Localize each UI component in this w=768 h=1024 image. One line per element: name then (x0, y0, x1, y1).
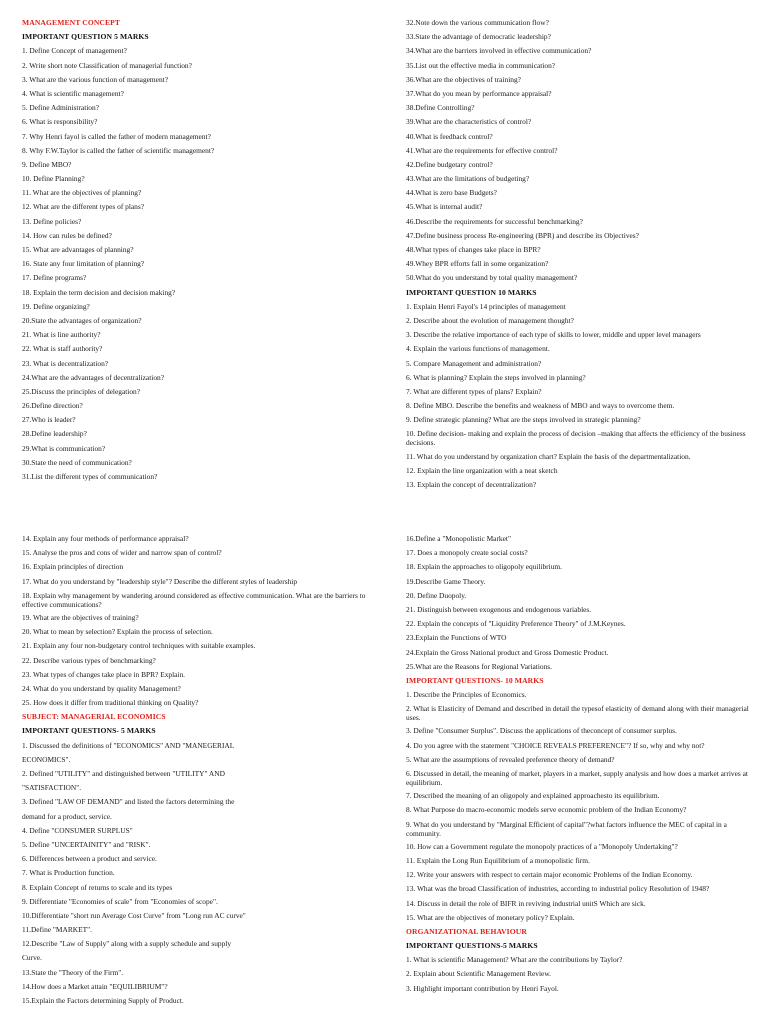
question-item: 15. What are advantages of planning? (22, 245, 134, 254)
question-item: 19.Describe Game Theory. (406, 576, 486, 586)
question-item: 11. What do you understand by organization chart? Explain the basis of the departmentalization. (406, 451, 691, 461)
question-item: demand for a product, service. (22, 811, 112, 821)
question-item: 10. Define decision- making and explain the process of decision –making that affects the efficiency of the business decisions. (406, 429, 746, 448)
question-item: 18. Explain the approaches to oligopoly equilibrium. (406, 562, 562, 572)
question-item: 28.Define leadership? (22, 429, 87, 439)
question-item: 10. Define Planning? (22, 174, 85, 184)
question-item: 7. Why Henri fayol is called the father of modern management? (22, 131, 211, 141)
question-item: 31.List the different types of communication? (22, 472, 158, 481)
section-heading: SUBJECT: MANAGERIAL ECONOMICS (22, 712, 166, 722)
question-item: 21. What is line authority? (22, 330, 101, 340)
question-item: 13. What was the broad Classification of industries, according to industrial policy Resolution of 1948? (406, 884, 710, 894)
question-item: 45.What is internal audit? (406, 202, 483, 212)
question-item: 3. Describe the relative importance of each type of skills to lower, middle and upper level managers (406, 330, 701, 340)
question-item: 25.What are the Reasons for Regional Variations. (406, 661, 552, 671)
question-item: 11.Define "MARKET". (22, 925, 93, 935)
question-item: 33.State the advantage of democratic leadership? (406, 32, 551, 42)
question-item: 20.State the advantages of organization? (22, 315, 142, 325)
question-item: 39.What are the characteristics of control? (406, 117, 532, 127)
question-item: 37.What do you mean by performance appraisal? (406, 88, 552, 98)
question-item: 47.Define business process Re-engineering (BPR) and describe its Objectives? (406, 230, 639, 240)
question-item: 2. Explain about Scientific Management Review. (406, 969, 552, 979)
question-item: 3. What are the various function of management? (22, 74, 168, 84)
question-item: 38.Define Controlling? (406, 103, 475, 113)
question-item: 2. Defined "UTILITY" and distinguished between "UTILITY" AND (22, 769, 225, 778)
question-item: 4. What is scientific management? (22, 88, 124, 98)
question-item: ECONOMICS". (22, 754, 71, 764)
question-item: 11. What are the objectives of planning? (22, 188, 142, 198)
question-item: 1. Describe the Principles of Economics. (406, 690, 527, 700)
question-item: 25.Discuss the principles of delegation? (22, 386, 141, 396)
question-item: 7. What are different types of plans? Explain? (406, 386, 542, 396)
question-item: 4. Explain the various functions of management. (406, 344, 550, 354)
question-item: 5. Define "UNCERTAINITY" and "RISK". (22, 839, 151, 849)
question-item: 17. Does a monopoly create social costs? (406, 548, 528, 558)
question-item: 23. What types of changes take place in BPR? Explain. (22, 669, 186, 679)
question-item: 29.What is communication? (22, 443, 106, 453)
question-item: 18. Explain the term decision and decision making? (22, 287, 176, 297)
question-item: 24.What are the advantages of decentralization? (22, 372, 164, 382)
question-item: 16.Define a "Monopolistic Market" (406, 534, 511, 543)
question-item: 9. Differentiate "Economies of scale" from "Economies of scope". (22, 896, 218, 906)
question-item: 12. What are the different types of plans? (22, 202, 145, 212)
question-item: 5. Define Administration? (22, 103, 99, 113)
question-item: 14.How does a Market attain "EQUILIBRIUM"? (22, 981, 168, 991)
subsection-heading: IMPORTANT QUESTIONS- 5 MARKS (22, 726, 156, 736)
question-item: 46.Describe the requirements for successful benchmarking? (406, 216, 583, 226)
question-item: Curve. (22, 953, 42, 963)
question-item: 2. What is Elasticity of Demand and described in detail the typesof elasticity of demand along with their managerial uses. (406, 704, 749, 723)
question-item: 3. Highlight important contribution by Henri Fayol. (406, 983, 559, 993)
question-item: 34.What are the barriers involved in effective communication? (406, 46, 592, 56)
question-item: 22. Explain the concepts of "Liquidity Preference Theory" of J.M.Keynes. (406, 619, 626, 629)
question-item: 48.What types of changes take place in BPR? (406, 245, 541, 254)
question-item: 16. State any four limitation of planning? (22, 259, 145, 269)
question-item: 3. Defined "LAW OF DEMAND" and listed the factors determining the (22, 797, 235, 807)
question-item: 15. Analyse the pros and cons of wider and narrow span of control? (22, 548, 222, 558)
question-item: 10. How can a Government regulate the monopoly practices of a "Monopoly Undertaking"? (406, 841, 678, 851)
question-item: 20. Define Duopoly. (406, 590, 467, 600)
question-item: 26.Define direction? (22, 401, 83, 411)
question-item: 3. Define "Consumer Surplus". Discuss the applications of theconcept of consumer surplus. (406, 726, 677, 736)
section-heading: ORGANIZATIONAL BEHAVIOUR (406, 926, 527, 936)
question-item: 8. What Purpose do macro-economic models serve economic problem of the Indian Economy? (406, 805, 687, 815)
question-item: 8. Define MBO. Describe the benefits and weakness of MBO and ways to overcome them. (406, 401, 675, 411)
document-page-1 (0, 0, 768, 500)
question-item: 49.Whey BPR efforts fall in some organization? (406, 259, 549, 269)
question-item: 17. What do you understand by "leadership style"? Describe the different styles of leadership (22, 576, 298, 586)
question-item: 7. What is Production function. (22, 868, 115, 878)
question-item: 14. Explain any four methods of performance appraisal? (22, 534, 189, 543)
question-item: 20. What to mean by selection? Explain the process of selection. (22, 627, 213, 637)
question-item: 19. What are the objectives of training? (22, 612, 139, 622)
question-item: 12. Explain the line organization with a neat sketch (406, 465, 558, 475)
question-item: 11. Explain the Long Run Equilibrium of a monopolistic firm. (406, 855, 590, 865)
question-item: 6. Differences between a product and service. (22, 854, 157, 864)
question-item: 13.State the "Theory of the Firm". (22, 967, 124, 977)
question-item: 19. Define organizing? (22, 301, 90, 311)
page-gap (0, 500, 768, 528)
question-item: 23. What is decentralization? (22, 358, 109, 368)
question-item: 36.What are the objectives of training? (406, 74, 521, 84)
question-item: 9. Define MBO? (22, 159, 72, 169)
question-item: 2. Write short note Classification of managerial function? (22, 60, 192, 70)
question-item: 9. What do you understand by "Marginal Efficient of capital"?what factors influence the MEC of capital in a community. (406, 819, 727, 838)
question-item: 8. Explain Concept of returns to scale and its types (22, 882, 173, 892)
question-item: 7. Described the meaning of an oligopoly and explained approachesto its equilibrium. (406, 791, 660, 801)
subsection-heading: IMPORTANT QUESTIONS-5 MARKS (406, 941, 538, 951)
question-item: 40.What is feedback control? (406, 131, 493, 141)
question-item: 44.What is zero base Budgets? (406, 188, 497, 198)
question-item: 2. Describe about the evolution of management thought? (406, 315, 574, 325)
question-item: 1. Define Concept of management? (22, 46, 127, 56)
page-1-left-column (22, 18, 377, 486)
section-heading: MANAGEMENT CONCEPT (22, 18, 121, 27)
question-item: 35.List out the effective media in communication? (406, 60, 556, 70)
question-item: 24.Explain the Gross National product and Gross Domestic Product. (406, 647, 609, 657)
question-item: 14. Discuss in detail the role of BIFR in reviving industrial unitS Which are sick. (406, 898, 646, 908)
question-item: 41.What are the requirements for effective control? (406, 145, 558, 155)
subsection-heading: IMPORTANT QUESTION 5 MARKS (22, 32, 149, 42)
question-item: 4. Do you agree with the statement "CHOICE REVEALS PREFERENCE"? If so, why and why not? (406, 740, 705, 750)
question-item: 21. Distinguish between exogenous and endogenous variables. (406, 604, 592, 614)
question-item: 13. Define policies? (22, 216, 82, 226)
question-item: 6. What is responsibility? (22, 117, 98, 127)
question-item: 1. Explain Henri Fayol's 14 principles of management (406, 301, 566, 311)
question-item: 42.Define budgetary control? (406, 159, 493, 169)
question-item: 1. Discussed the definitions of "ECONOMICS" AND "MANEGERIAL (22, 740, 235, 750)
question-item: 30.State the need of communication? (22, 457, 132, 467)
question-item: 22. What is staff authority? (22, 344, 103, 354)
question-item: 6. What is planning? Explain the steps involved in planning? (406, 372, 586, 382)
question-item: 12. Write your answers with respect to certain major economic Problems of the Indian Economy. (406, 870, 693, 880)
question-item: 50.What do you understand by total quality management? (406, 273, 578, 283)
question-item: 13. Explain the concept of decentralization? (406, 480, 537, 489)
question-item: 22. Describe various types of benchmarking? (22, 655, 156, 665)
question-item: 8. Why F.W.Taylor is called the father of scientific management? (22, 145, 215, 155)
question-item: "SATISFACTION". (22, 783, 82, 793)
question-item: 17. Define programs? (22, 273, 87, 283)
question-item: 18. Explain why management by wandering around considered as effective communication. What are the barriers to effective communications? (22, 590, 366, 609)
question-item: 4. Define "CONSUMER SURPLUS" (22, 825, 133, 835)
question-item: 25. How does it differ from traditional thinking on Quality? (22, 698, 199, 708)
section-heading: IMPORTANT QUESTIONS- 10 MARKS (406, 675, 544, 685)
question-item: 27.Who is leader? (22, 415, 76, 425)
page-2-left-column (22, 534, 377, 1010)
question-item: 24. What do you understand by quality Management? (22, 683, 181, 693)
question-item: 12.Describe "Law of Supply" along with a supply schedule and supply (22, 939, 232, 949)
question-item: 5. Compare Management and administration? (406, 358, 542, 368)
question-item: 10.Differentiate "short run Average Cost Curve" from "Long run AC curve" (22, 910, 246, 920)
question-item: 43.What are the limitations of budgeting? (406, 174, 530, 184)
subsection-heading: IMPORTANT QUESTION 10 MARKS (406, 287, 537, 297)
question-item: 21. Explain any four non-budgetary control techniques with suitable examples. (22, 641, 256, 651)
question-item: 15.Explain the Factors determining Supply of Product. (22, 996, 184, 1005)
question-item: 5. What are the assumptions of revealed preference theory of demand? (406, 754, 615, 764)
question-item: 15. What are the objectives of monetary policy? Explain. (406, 912, 575, 922)
document-page-2 (0, 528, 768, 1024)
question-item: 14. How can rules be defined? (22, 230, 112, 240)
question-item: 16. Explain principles of direction (22, 562, 124, 572)
question-item: 6. Discussed in detail, the meaning of market, players in a market, supply analysis and how does a market arrives at equilibrium. (406, 769, 748, 787)
question-item: 1. What is scientific Management? What are the contributions by Taylor? (406, 955, 623, 965)
question-item: 32.Note down the various communication flow? (406, 18, 549, 27)
page-1-right-column (406, 18, 752, 494)
question-item: 9. Define strategic planning? What are the steps involved in strategic planning? (406, 415, 641, 425)
page-2-right-column (406, 534, 752, 998)
question-item: 23.Explain the Functions of WTO (406, 633, 507, 643)
